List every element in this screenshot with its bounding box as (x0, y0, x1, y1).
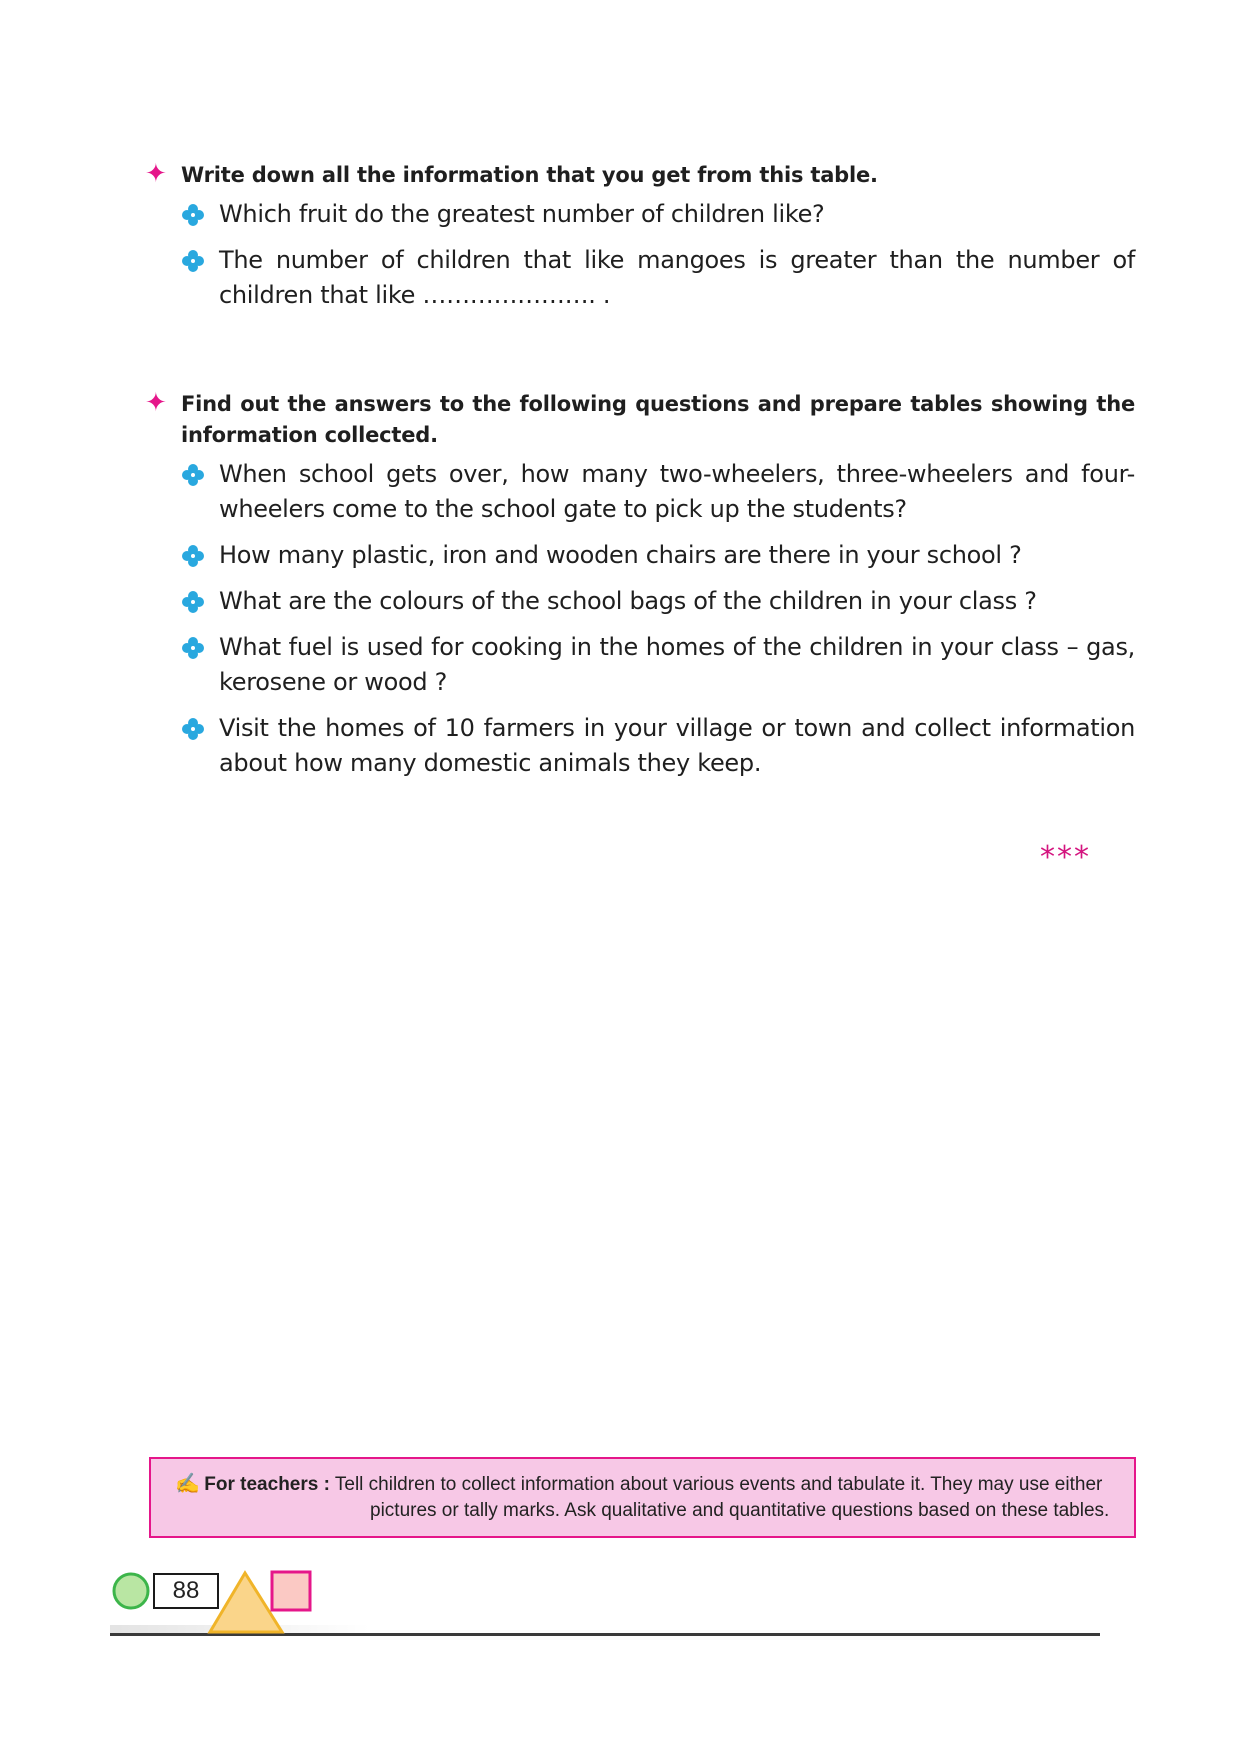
question-text: Which fruit do the greatest number of children like? (219, 200, 825, 228)
section-heading: Find out the answers to the following questions and prepare tables showing the information collected. (181, 392, 1135, 447)
teacher-note-text: Tell children to collect information about various events and tabulate it. They may use either (334, 1474, 1103, 1495)
end-of-chapter-mark: *** (1040, 840, 1091, 875)
question-text: How many plastic, iron and wooden chairs are there in your school ? (219, 541, 1022, 569)
pink-square-shape (272, 1572, 310, 1610)
teacher-note-label: For teachers : (204, 1474, 330, 1495)
four-point-star-icon: ✦ (145, 159, 167, 189)
section-heading: Write down all the information that you get from this table. (181, 163, 878, 187)
pencil-hand-icon: ✍ (175, 1473, 200, 1495)
page-number: 88 (153, 1573, 219, 1609)
question-text: What fuel is used for cooking in the homes of the children in your class – gas, kerosene or wood ? (219, 633, 1135, 696)
four-point-star-icon: ✦ (145, 388, 167, 418)
green-circle-shape (114, 1574, 148, 1608)
question-text: The number of children that like mangoes is greater than the number of children that like …………………. . (219, 246, 1135, 309)
question-text: What are the colours of the school bags of the children in your class ? (219, 587, 1037, 615)
question-text: Visit the homes of 10 farmers in your village or town and collect information about how many domestic animals they keep. (219, 714, 1135, 777)
question-text: When school gets over, how many two-wheelers, three-wheelers and four-wheelers come to the school gate to pick up the students? (219, 460, 1135, 523)
teacher-note-text-continued: pictures or tally marks. Ask qualitative and quantitative questions based on these tables. (370, 1500, 1110, 1521)
